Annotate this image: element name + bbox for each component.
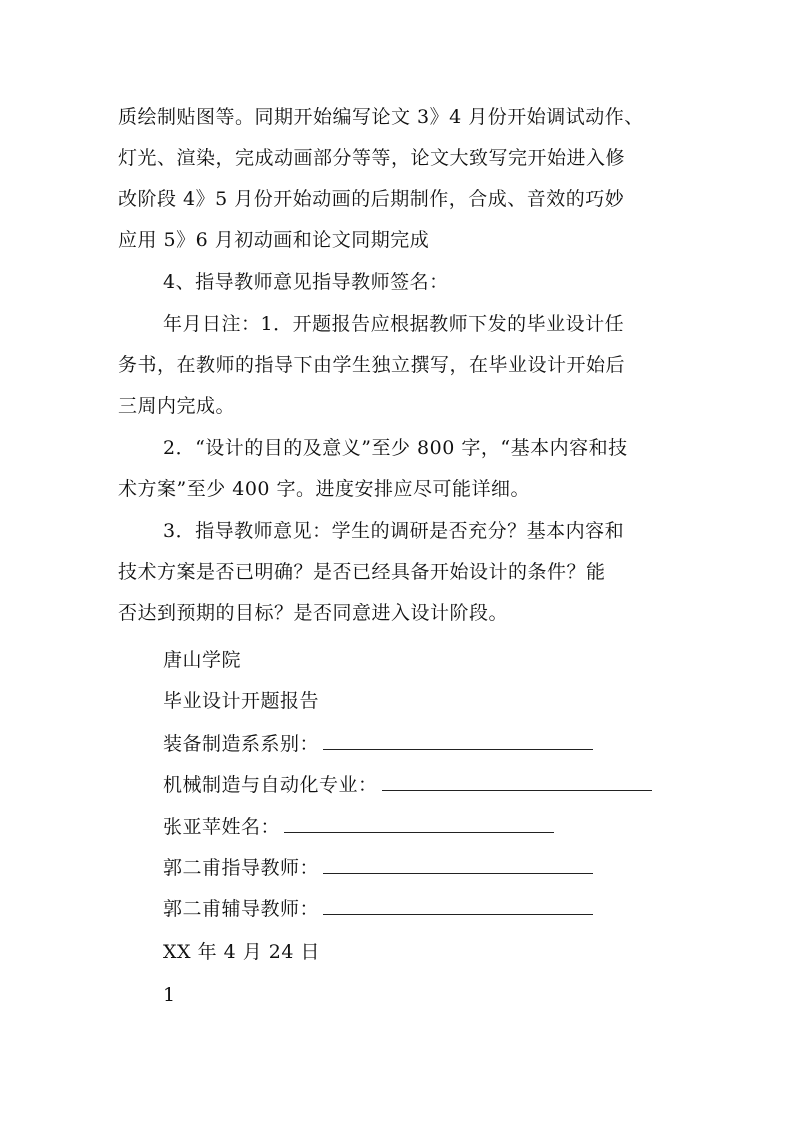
student-blank <box>284 814 554 833</box>
department-blank <box>323 731 593 750</box>
note-line: 年月日注：1．开题报告应根据教师下发的毕业设计任 <box>163 313 625 335</box>
student-label: 张亚苹姓名： <box>163 816 281 838</box>
paragraph-line: 质绘制贴图等。同期开始编写论文 3》4 月份开始调试动作、 <box>118 106 644 128</box>
note-line: 务书，在教师的指导下由学生独立撰写，在毕业设计开始后 <box>118 354 626 376</box>
report-title: 毕业设计开题报告 <box>163 690 320 712</box>
paragraph-line: 灯光、渲染，完成动画部分等等，论文大致写完开始进入修 <box>118 147 626 169</box>
assistant-row <box>163 896 593 922</box>
major-label: 机械制造与自动化专业： <box>163 774 378 796</box>
report-date: XX 年 4 月 24 日 <box>163 941 321 963</box>
note-line: 2．“设计的目的及意义”至少 800 字，“基本内容和技 <box>163 437 628 459</box>
note-line: 否达到预期的目标？是否同意进入设计阶段。 <box>118 602 509 624</box>
advisor-opinion-heading: 4、指导教师意见指导教师签名： <box>163 271 449 293</box>
note-line: 3．指导教师意见：学生的调研是否充分？基本内容和 <box>163 520 625 542</box>
page-number: 1 <box>163 984 176 1006</box>
advisor-blank <box>323 855 593 874</box>
note-line: 三周内完成。 <box>118 395 236 417</box>
student-row <box>163 814 554 840</box>
paragraph-line: 改阶段 4》5 月份开始动画的后期制作，合成、音效的巧妙 <box>118 188 625 210</box>
major-row <box>163 772 652 798</box>
department-row <box>163 731 593 757</box>
paragraph-line: 应用 5》6 月初动画和论文同期完成 <box>118 229 430 251</box>
note-line: 术方案”至少 400 字。进度安排应尽可能详细。 <box>118 478 531 500</box>
department-label: 装备制造系系别： <box>163 733 320 755</box>
advisor-row <box>163 855 593 881</box>
note-line: 技术方案是否已明确？是否已经具备开始设计的条件？能 <box>118 561 606 583</box>
school-name: 唐山学院 <box>163 649 242 671</box>
advisor-label: 郭二甫指导教师： <box>163 857 320 879</box>
assistant-blank <box>323 896 593 915</box>
major-blank <box>382 772 652 791</box>
assistant-label: 郭二甫辅导教师： <box>163 898 320 920</box>
